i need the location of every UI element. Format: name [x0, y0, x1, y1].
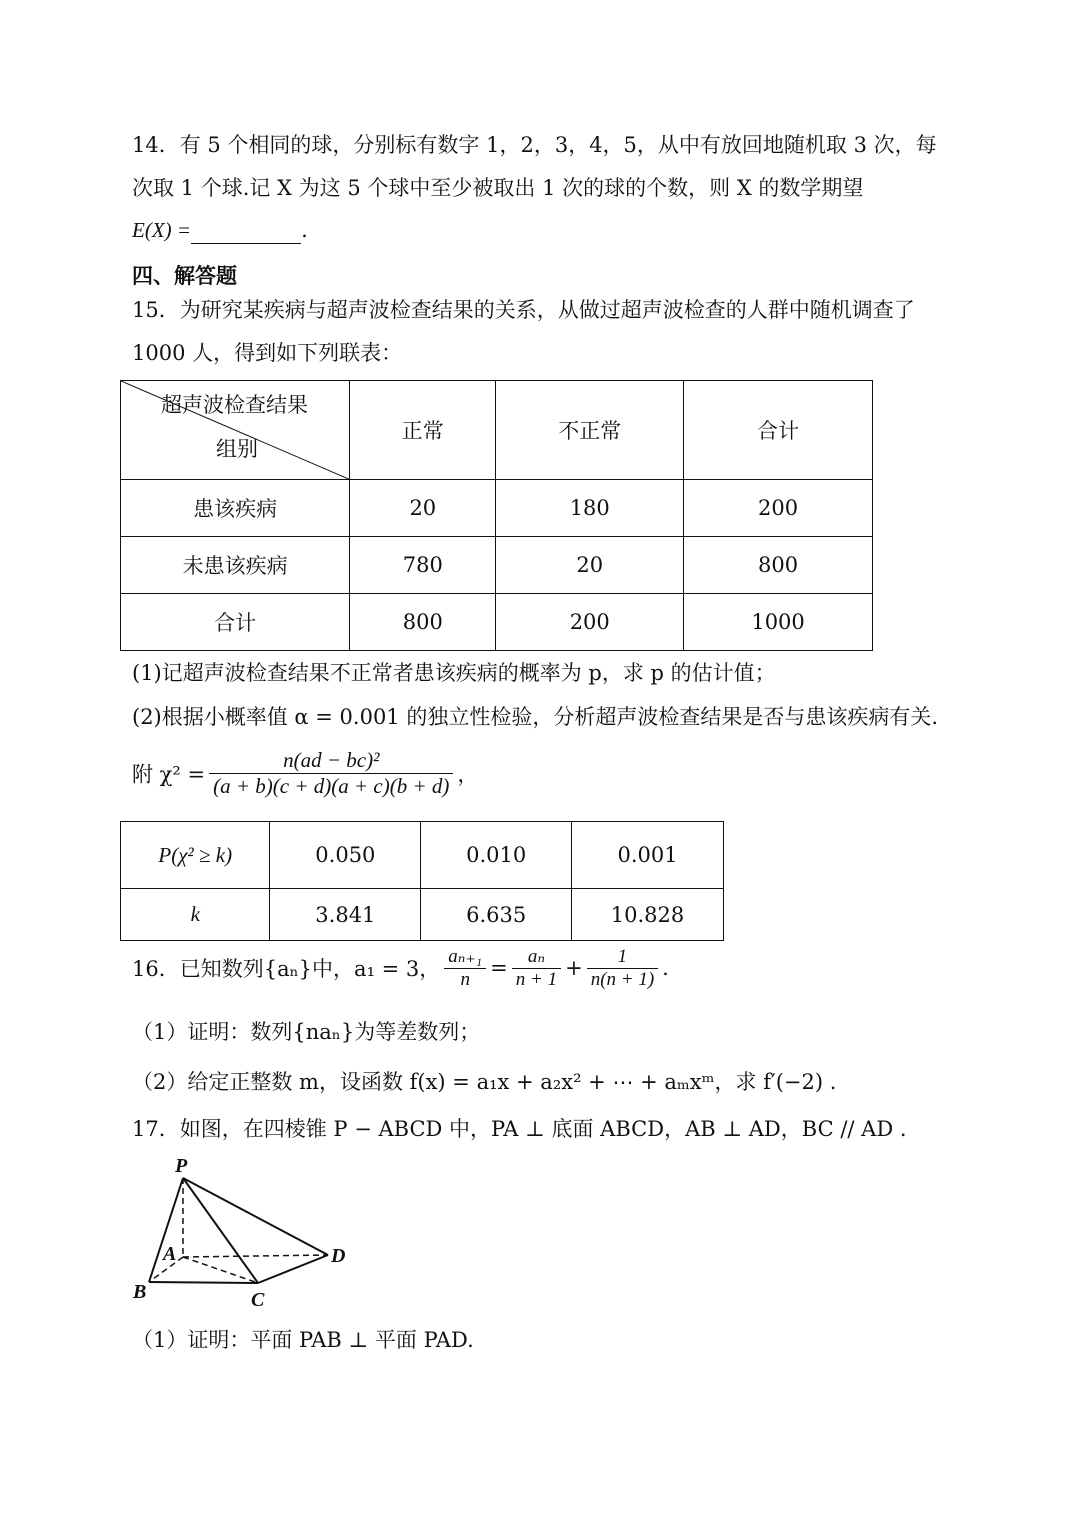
- diag-bottom-label: 组别: [216, 437, 258, 461]
- table-cell: 200: [496, 594, 684, 651]
- chi-cell: 0.010: [421, 822, 572, 889]
- table-cell: 20: [496, 537, 684, 594]
- formula-denominator: (a + b)(c + d)(a + c)(b + d): [209, 773, 453, 799]
- chi-row-label: k: [121, 889, 270, 941]
- q17-stem: 17．如图，在四棱锥 P − ABCD 中，PA ⊥ 底面 ABCD，AB ⊥ AD，BC // AD .: [132, 1117, 907, 1141]
- table-header-row: [121, 381, 873, 480]
- header-cell: 合计: [684, 381, 873, 480]
- q16-frac2-num: aₙ: [527, 946, 546, 967]
- label-C: C: [251, 1289, 265, 1311]
- table-row: [121, 594, 873, 651]
- contingency-table: [120, 380, 873, 651]
- edge-AD: [183, 1255, 328, 1257]
- chi-square-table: [120, 821, 724, 941]
- q16-stem-text: 16．已知数列{aₙ}中，a₁ = 3，: [132, 957, 441, 981]
- chi-cell: 10.828: [572, 889, 724, 941]
- label-A: A: [163, 1243, 177, 1265]
- q14-answer-line: [132, 216, 308, 244]
- edge-PD: [183, 1178, 328, 1255]
- diag-top-label: 超声波检查结果: [161, 393, 308, 417]
- chi-row-label: P(χ² ≥ k): [121, 822, 270, 889]
- label-D: D: [331, 1245, 346, 1267]
- row-label: 合计: [121, 594, 350, 651]
- chi-cell: 0.050: [270, 822, 421, 889]
- formula-numerator: n(ad − bc)²: [283, 748, 380, 772]
- chi-row-probability: [121, 822, 724, 889]
- q16-frac2: [512, 945, 561, 991]
- q14-answer-blank[interactable]: [191, 221, 301, 244]
- chi-row-k: [121, 889, 724, 941]
- q17-part1: （1）证明：平面 PAB ⊥ 平面 PAD.: [132, 1328, 474, 1352]
- table-cell: 20: [350, 480, 496, 537]
- chi-square-formula: [132, 748, 478, 799]
- table-row: [121, 537, 873, 594]
- q16-stem: 16．已知数列{aₙ}中，a₁ = 3， $\frac{\text{aₙ₊₁}}{n}$ = $\frac{\text{aₙ}}{n + 1}$ + $\frac{1}{n(n + 1)}$ .: [132, 945, 669, 990]
- chi-cell: 3.841: [270, 889, 421, 941]
- table-cell: 800: [350, 594, 496, 651]
- table-cell: 780: [350, 537, 496, 594]
- q14-line1: 14．有 5 个相同的球，分别标有数字 1，2，3，4，5，从中有放回地随机取 3 次，每: [132, 133, 937, 157]
- q16-frac3-den: n(n + 1): [587, 968, 658, 991]
- q15-part1: (1)记超声波检查结果不正常者患该疾病的概率为 p，求 p 的估计值；: [132, 661, 776, 685]
- edge-PB: [149, 1178, 183, 1282]
- formula-prefix: 附 χ² =: [132, 762, 206, 787]
- q16-frac1: [444, 945, 486, 991]
- section-title: 四、解答题: [132, 264, 237, 288]
- table-cell: 1000: [684, 594, 873, 651]
- header-cell: 正常: [350, 381, 496, 480]
- label-B: B: [133, 1281, 147, 1303]
- q16-part2: （2）给定正整数 m，设函数 f(x) = a₁x + a₂x² + ⋯ + aₘxᵐ，求 f′(−2) .: [132, 1070, 837, 1094]
- q16-frac1-den: n: [444, 968, 486, 991]
- q16-frac3-num: 1: [617, 945, 628, 967]
- chi-cell: 0.001: [572, 822, 724, 889]
- q16-frac1-num: aₙ₊₁: [448, 946, 483, 967]
- edge-CD: [258, 1255, 328, 1283]
- edge-AC: [183, 1257, 258, 1283]
- edge-BC: [149, 1282, 258, 1283]
- label-P: P: [175, 1155, 188, 1177]
- q16-frac2-den: n + 1: [512, 968, 561, 991]
- q16-part1: （1）证明：数列{naₙ}为等差数列；: [132, 1020, 481, 1044]
- row-label: 未患该疾病: [121, 537, 350, 594]
- q15-part2: (2)根据小概率值 α = 0.001 的独立性检验，分析超声波检查结果是否与患该疾病有关.: [132, 705, 939, 729]
- q14-period: .: [301, 218, 308, 242]
- row-label: 患该疾病: [121, 480, 350, 537]
- q14-line2: 次取 1 个球.记 X 为这 5 个球中至少被取出 1 次的球的个数，则 X 的数学期望: [132, 176, 864, 200]
- edge-PC: [183, 1178, 258, 1283]
- table-cell: 180: [496, 480, 684, 537]
- formula-fraction: [209, 748, 453, 799]
- table-cell: 200: [684, 480, 873, 537]
- table-row: [121, 480, 873, 537]
- chi-cell: 6.635: [421, 889, 572, 941]
- formula-suffix: ，: [457, 762, 479, 787]
- q16-frac3: [587, 946, 658, 991]
- q15-line2: 1000 人，得到如下列联表：: [132, 341, 403, 365]
- diagonal-header-cell: [121, 381, 350, 480]
- table-cell: 800: [684, 537, 873, 594]
- pyramid-figure: [125, 1150, 365, 1315]
- q15-line1: 15．为研究某疾病与超声波检查结果的关系，从做过超声波检查的人群中随机调查了: [132, 298, 915, 322]
- header-cell: 不正常: [496, 381, 684, 480]
- q14-expectation-expr: E(X) =: [132, 218, 192, 242]
